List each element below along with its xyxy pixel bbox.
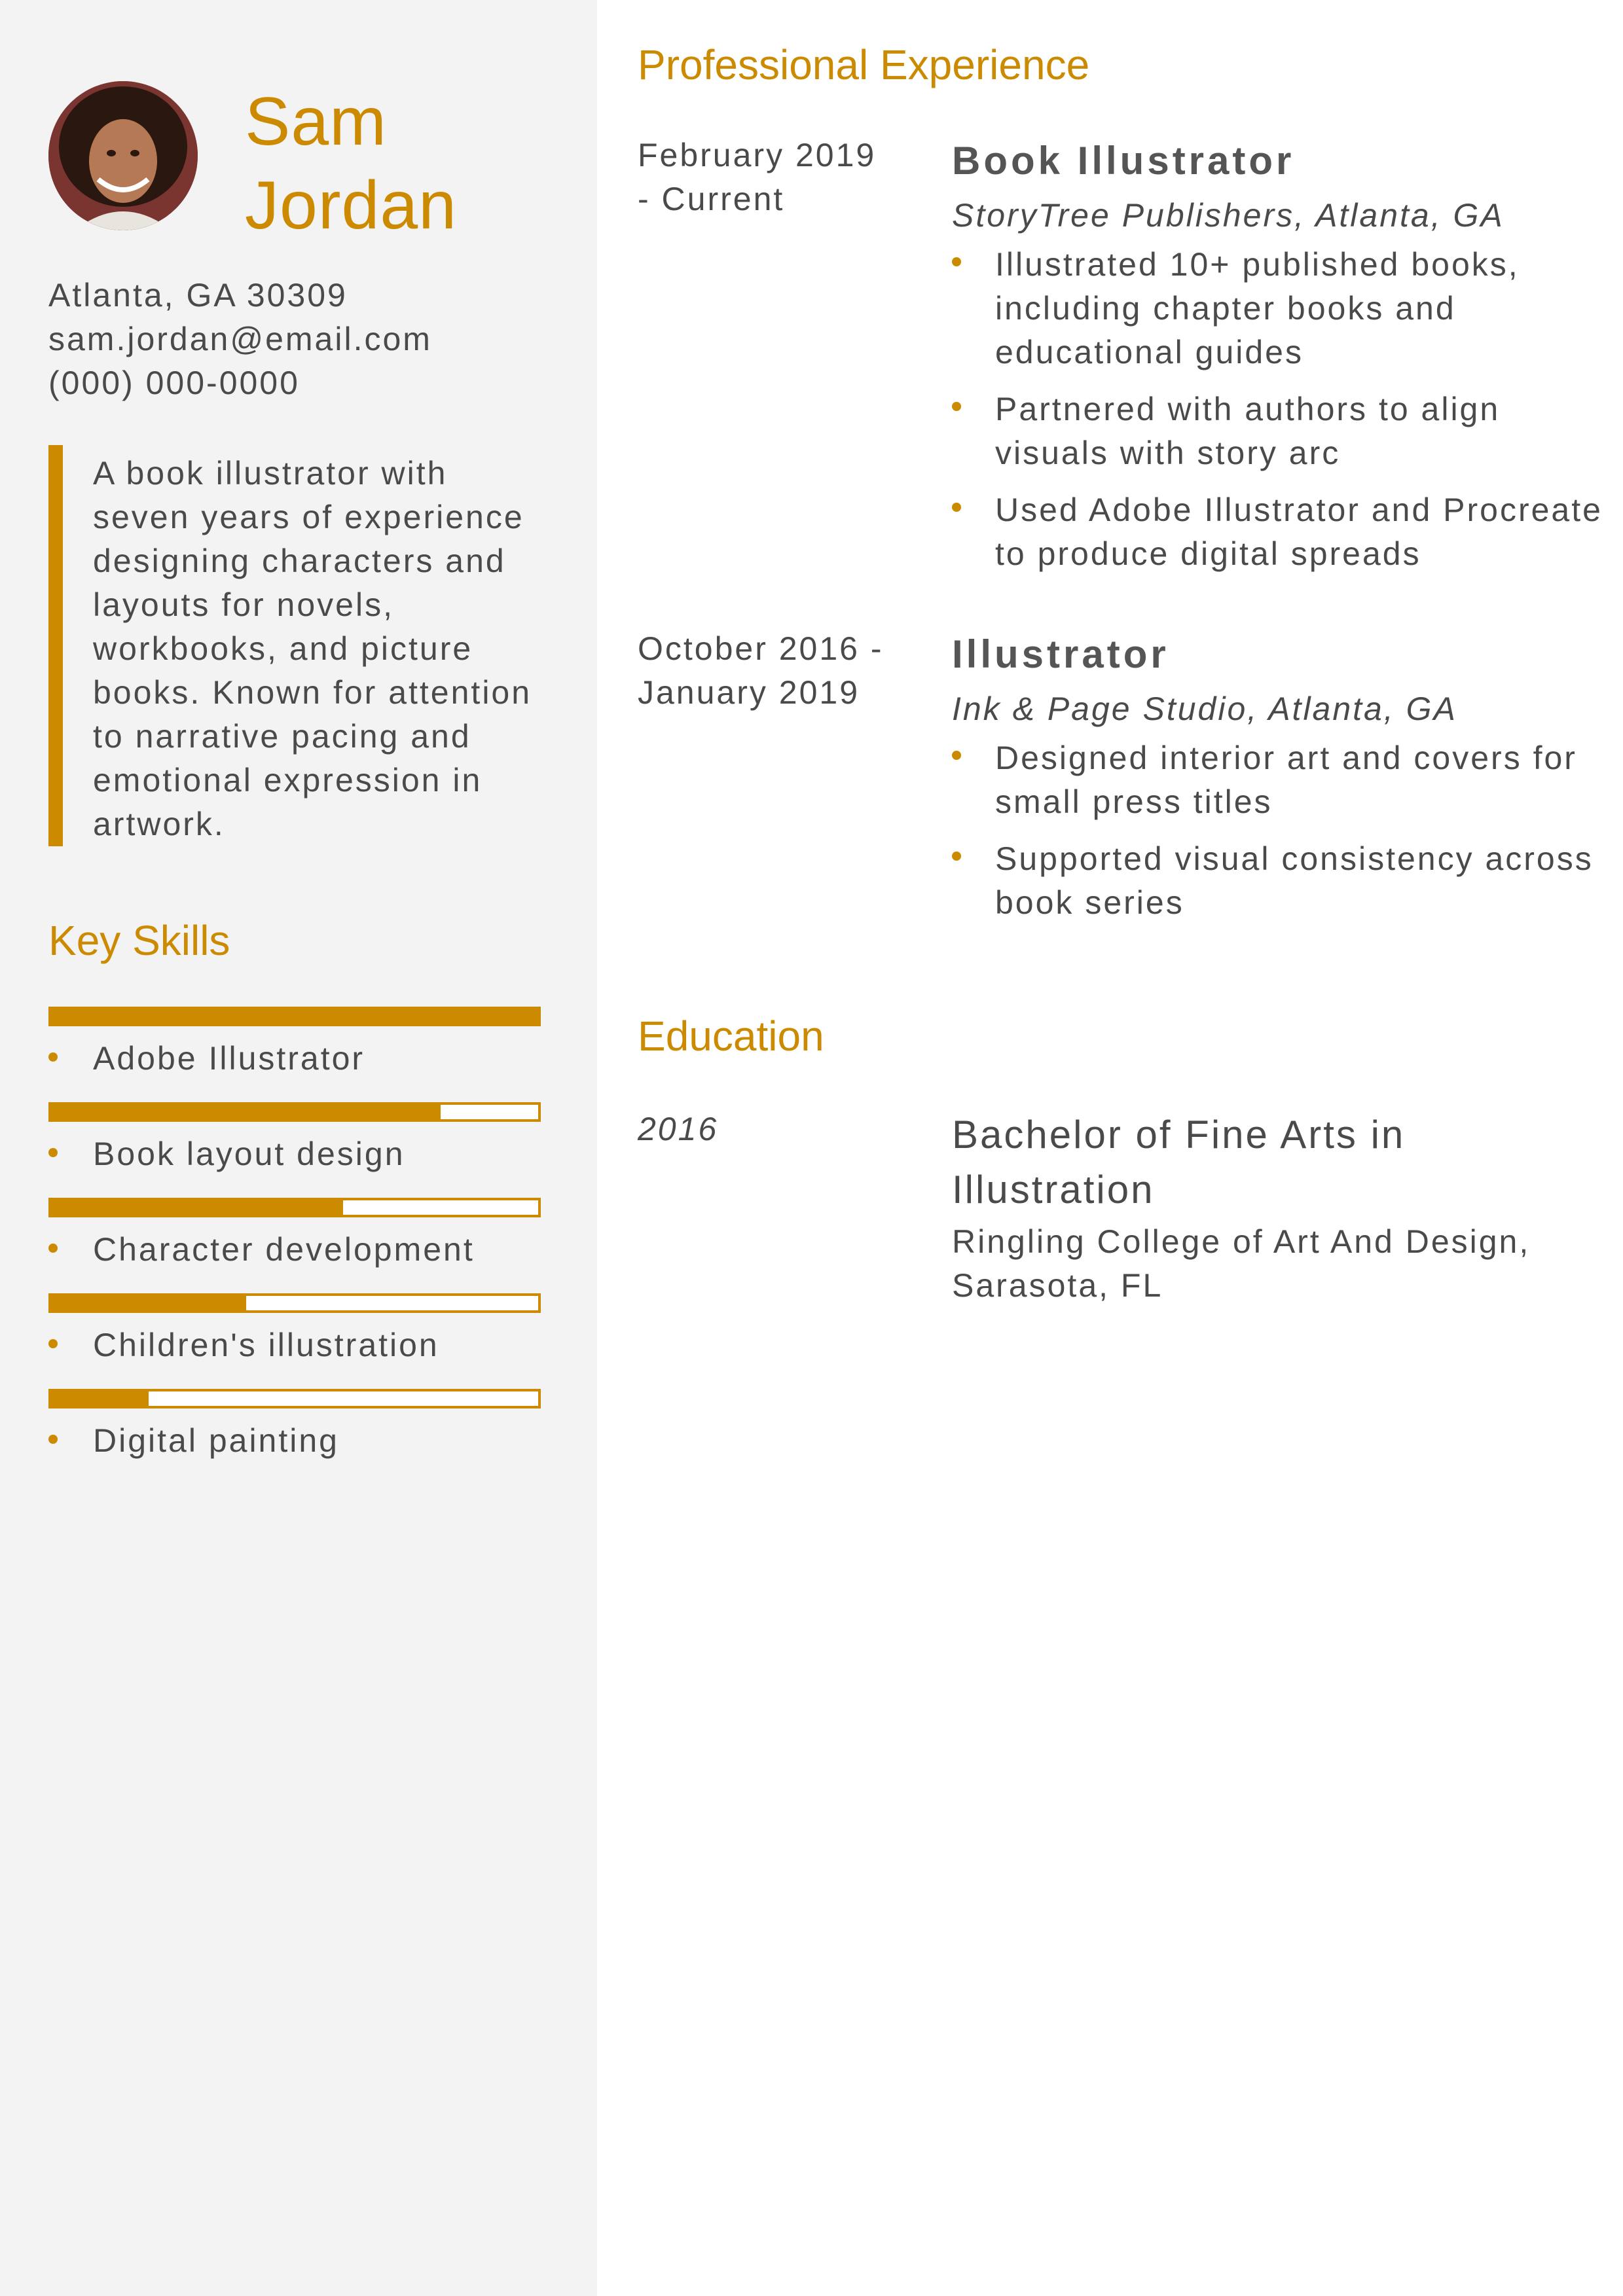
job-date: February 2019 - Current	[638, 137, 877, 217]
job-details	[952, 134, 1607, 589]
candidate-name	[245, 80, 585, 247]
skills-heading: Key Skills	[48, 917, 230, 964]
job-company: StoryTree Publishers, Atlanta, GA	[952, 197, 1504, 234]
sidebar	[0, 0, 597, 2296]
skill-label: Digital painting	[93, 1422, 339, 1459]
job-bullet: Illustrated 10+ published books, including chapter books and educational guides	[952, 243, 1607, 374]
job-details	[952, 627, 1607, 938]
skills-list	[48, 1007, 541, 1484]
email: sam.jordan@email.com	[48, 321, 432, 357]
last-name: Jordan	[245, 168, 457, 243]
job-bullet: Designed interior art and covers for small press titles	[952, 736, 1607, 824]
job-bullet: Partnered with authors to align visuals with story arc	[952, 387, 1607, 475]
education-details	[952, 1107, 1607, 1308]
skill-level-bar	[48, 1389, 541, 1408]
skill-label: Adobe Illustrator	[93, 1040, 365, 1077]
skill-label: Character development	[93, 1231, 475, 1268]
skill-level-fill	[51, 1200, 343, 1215]
job-date: October 2016 - January 2019	[638, 630, 884, 711]
job-company: Ink & Page Studio, Atlanta, GA	[952, 691, 1457, 727]
summary-text: A book illustrator with seven years of experience designing characters and layouts for novels, workbooks, and picture books. Known for attention to narrative pacing and emotional expression in artwork.	[93, 455, 532, 842]
profile-photo	[48, 81, 198, 230]
education-date: 2016	[638, 1111, 719, 1147]
contact-info	[48, 274, 432, 405]
skill-level-bar	[48, 1102, 541, 1122]
job-bullet: Used Adobe Illustrator and Procreate to produce digital spreads	[952, 488, 1607, 576]
phone: (000) 000-0000	[48, 365, 300, 401]
skill-level-bar	[48, 1198, 541, 1217]
bullet-dot	[48, 1339, 58, 1348]
skill-item	[48, 1198, 541, 1293]
avatar	[48, 81, 198, 230]
bullet-dot	[48, 1052, 58, 1062]
job-bullets	[952, 243, 1607, 576]
location: Atlanta, GA 30309	[48, 277, 348, 314]
degree: Bachelor of Fine Arts in Illustration	[952, 1113, 1406, 1211]
skill-level-fill	[51, 1009, 538, 1024]
main-content	[597, 0, 1623, 2296]
bullet-dot	[48, 1244, 58, 1253]
summary	[48, 445, 546, 846]
skill-level-bar	[48, 1007, 541, 1026]
bullet-dot	[48, 1148, 58, 1157]
skill-label: Children's illustration	[93, 1327, 439, 1363]
job-title: Illustrator	[952, 632, 1169, 676]
skill-item	[48, 1102, 541, 1198]
skill-level-fill	[51, 1391, 149, 1406]
job-title: Book Illustrator	[952, 139, 1295, 183]
first-name: Sam	[245, 84, 387, 160]
skill-item	[48, 1389, 541, 1484]
skill-level-fill	[51, 1296, 246, 1310]
experience-heading: Professional Experience	[638, 41, 1090, 88]
bullet-dot	[48, 1435, 58, 1444]
job-bullets	[952, 736, 1607, 925]
school: Ringling College of Art And Design, Sarasota, FL	[952, 1223, 1531, 1304]
education-heading: Education	[638, 1013, 824, 1060]
skill-level-bar	[48, 1293, 541, 1313]
skill-level-fill	[51, 1105, 441, 1119]
job-bullet: Supported visual consistency across book series	[952, 837, 1607, 925]
skill-item	[48, 1007, 541, 1102]
skill-item	[48, 1293, 541, 1389]
skill-label: Book layout design	[93, 1136, 405, 1172]
